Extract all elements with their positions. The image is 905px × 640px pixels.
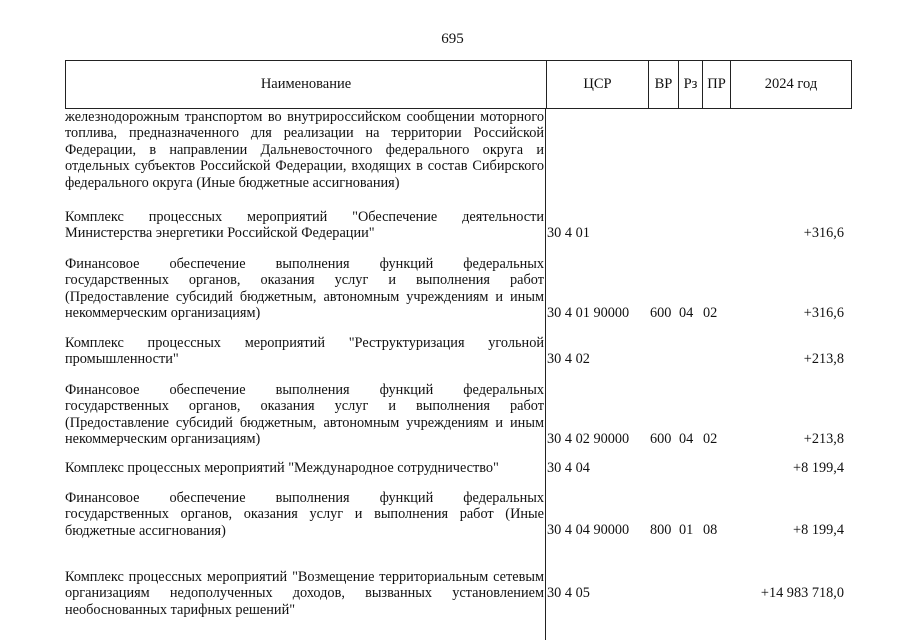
header-pr: ПР [707,76,726,92]
row-vr: 600 [650,305,672,321]
row-amount: +8 199,4 [793,460,844,476]
table-header [65,60,852,109]
row-csr: 30 4 01 90000 [547,305,630,321]
header-vr: ВР [654,76,673,92]
row-amount: +316,6 [803,305,844,321]
header-name: Наименование [260,76,352,92]
row-name: Комплекс процессных мероприятий "Обеспечение деятельности Министерства энергетики Российской Федерации" [65,209,544,242]
row-name: Комплекс процессных мероприятий "Реструктуризация угольной промышленности" [65,335,544,368]
page-number: 695 [441,31,464,47]
row-csr: 30 4 05 [547,585,590,601]
row-vr: 800 [650,522,672,538]
row-csr: 30 4 04 90000 [547,522,630,538]
row-rz: 04 [679,305,694,321]
row-amount: +316,6 [803,225,844,241]
row-name: железнодорожным транспортом во внутрироссийском сообщении моторного топлива, предназначенного для реализации на территории Российской Федерации, в направлении Дальневосточного федерального округа и отдельных субъектов Российской Федерации, входящих в состав Сибирского федерального округа (Иные бюджетные ассигнования) [65,109,544,191]
row-csr: 30 4 01 [547,225,590,241]
header-rz: Рз [683,76,698,92]
row-name: Финансовое обеспечение выполнения функций федеральных государственных органов, оказания услуг и выполнения работ (Предоставление субсидий бюджетным, автономным учреждениям и иным некоммерческим организациям) [65,256,544,322]
row-amount: +213,8 [803,351,844,367]
row-amount: +213,8 [803,431,844,447]
row-name: Финансовое обеспечение выполнения функций федеральных государственных органов, оказания услуг и выполнения работ (Предоставление субсидий бюджетным, автономным учреждениям и иным некоммерческим организациям) [65,382,544,448]
row-pr: 08 [703,522,718,538]
row-pr: 02 [703,431,718,447]
column-divider [545,108,546,640]
row-vr: 600 [650,431,672,447]
row-amount: +8 199,4 [793,522,844,538]
row-csr: 30 4 02 [547,351,590,367]
row-name: Комплекс процессных мероприятий "Возмещение территориальным сетевым организациям недополученных доходов, вызванных установлением необоснованных тарифных решений" [65,569,544,618]
row-name: Комплекс процессных мероприятий "Международное сотрудничество" [65,460,499,476]
header-year: 2024 год [764,76,818,92]
row-rz: 04 [679,431,694,447]
row-csr: 30 4 02 90000 [547,431,630,447]
row-name: Финансовое обеспечение выполнения функций федеральных государственных органов, оказания услуг и выполнения работ (Иные бюджетные ассигнования) [65,490,544,539]
header-csr: ЦСР [583,76,612,92]
row-amount: +14 983 718,0 [760,585,844,601]
row-pr: 02 [703,305,718,321]
row-csr: 30 4 04 [547,460,590,476]
row-rz: 01 [679,522,694,538]
